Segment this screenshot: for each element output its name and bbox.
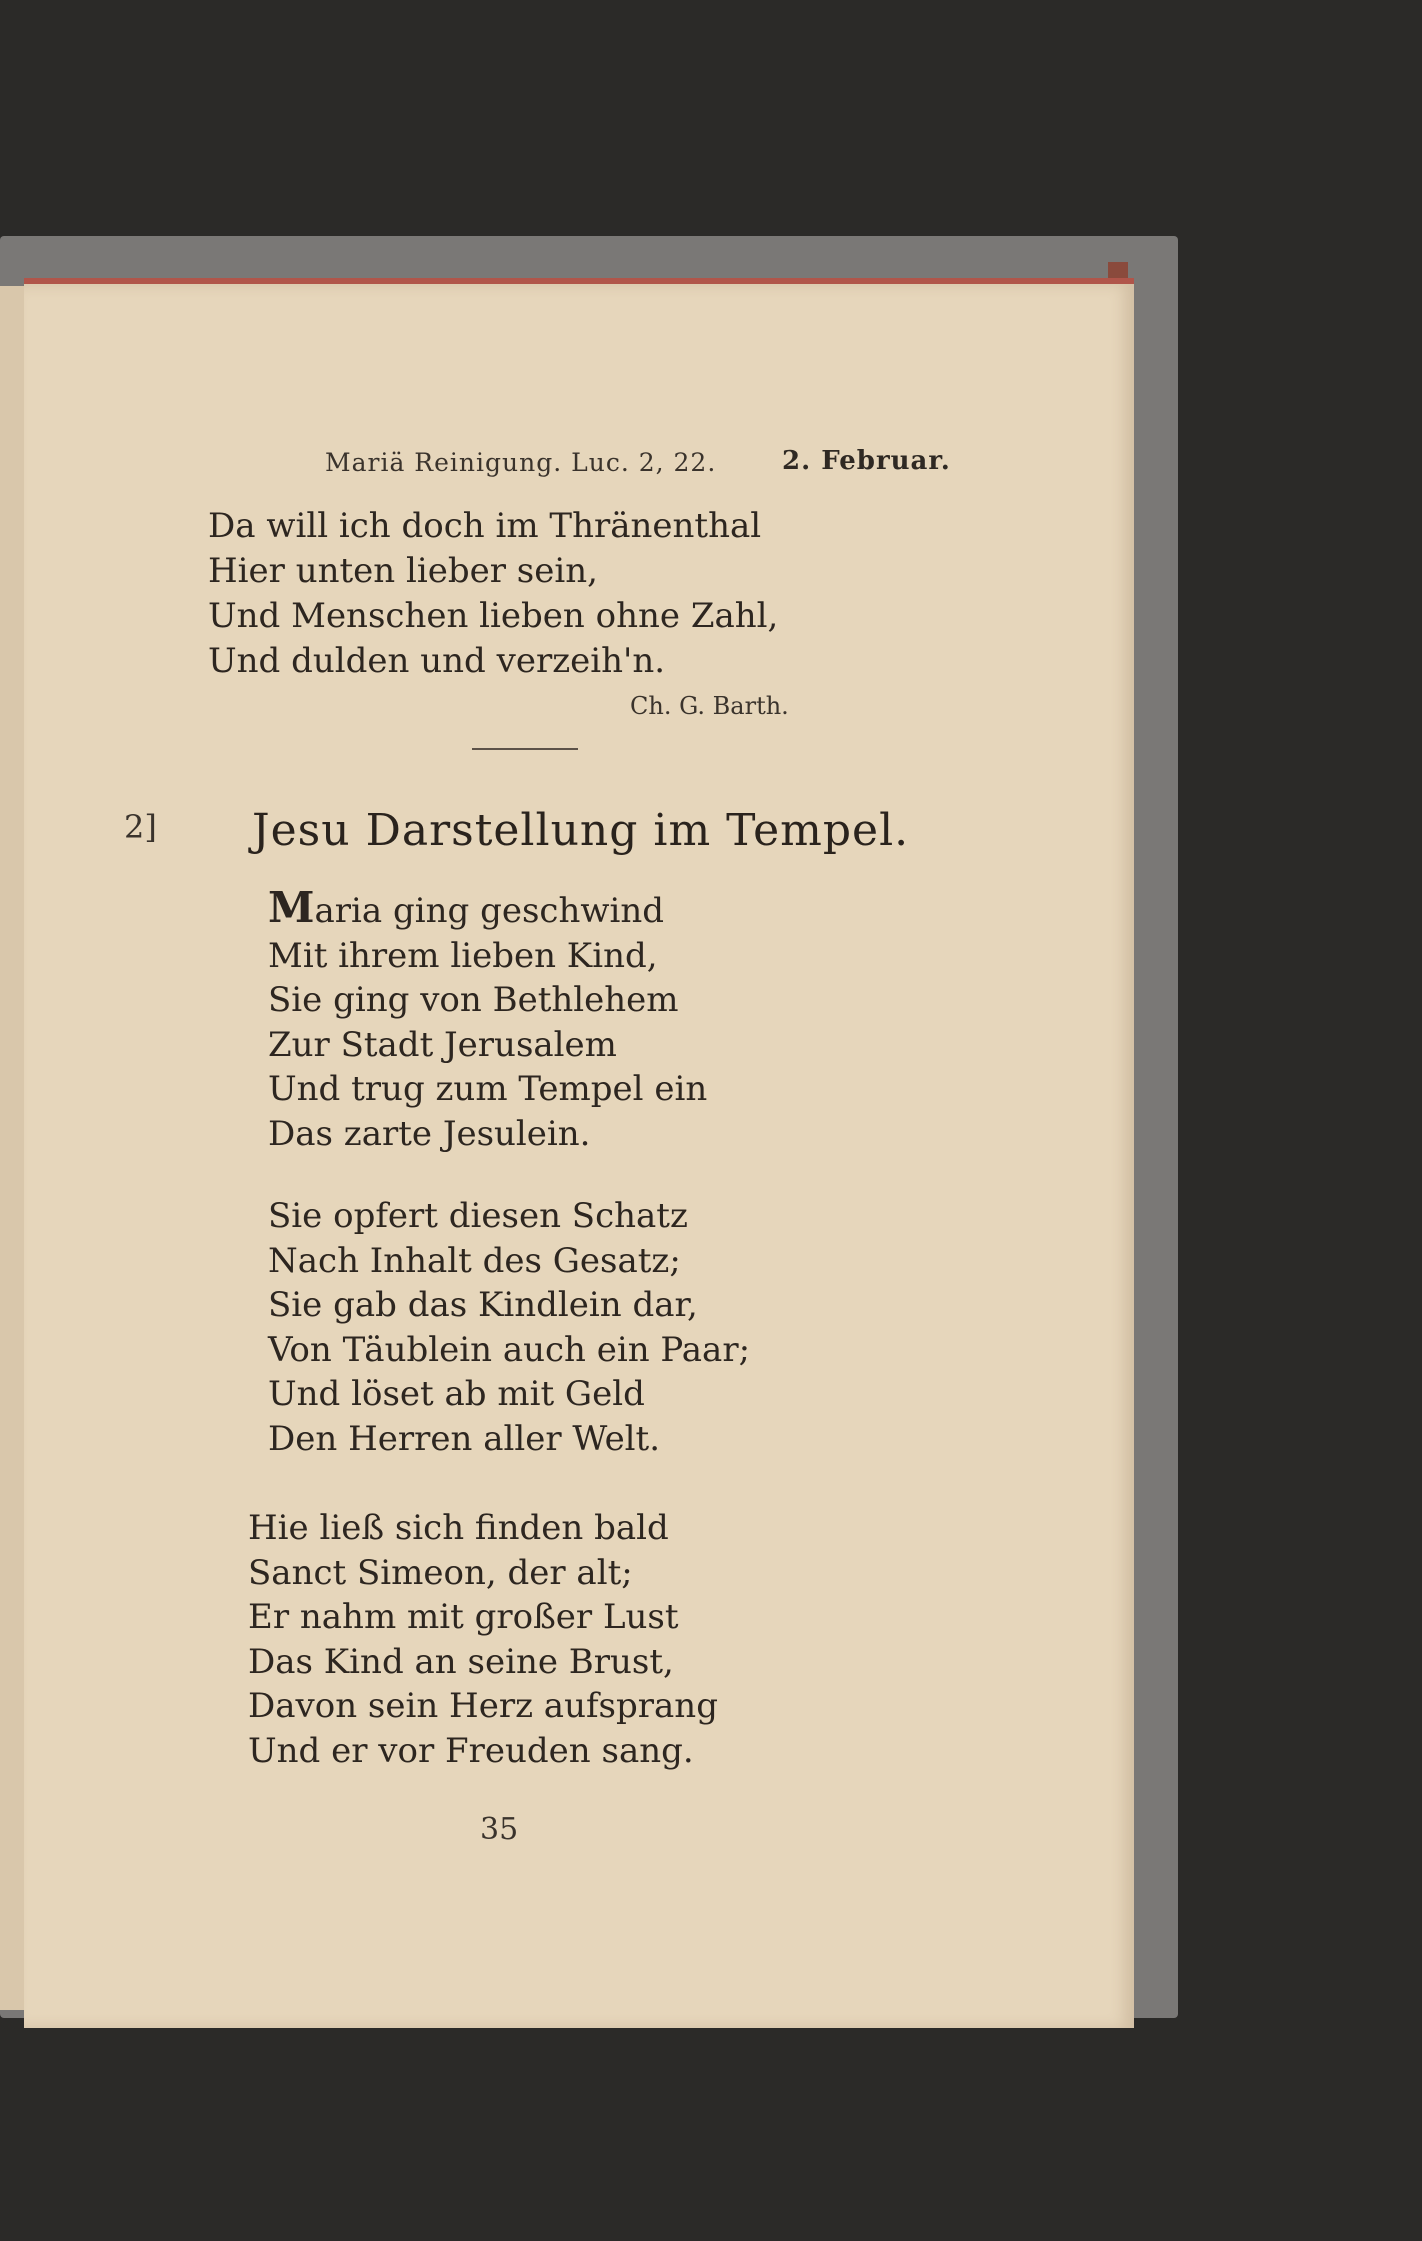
intro-stanza: [208, 504, 778, 684]
hymn-title: Jesu Darstellung im Tempel.: [252, 805, 910, 856]
verse-line: Er nahm mit großer Lust: [248, 1597, 679, 1637]
first-line-text: aria ging geschwind: [314, 891, 664, 931]
verse-line: Sanct Simeon, der alt;: [248, 1552, 633, 1593]
verse-line: Und er vor Freuden sang.: [248, 1730, 694, 1771]
author-attribution: Ch. G. Barth.: [630, 692, 789, 720]
verse-line: Von Täublein auch ein Paar;: [268, 1329, 751, 1370]
verse-line: Und trug zum Tempel ein: [268, 1069, 708, 1109]
verse-line: Sie opfert diesen Schatz: [268, 1196, 688, 1236]
verse-line: Davon sein Herz aufsprang: [248, 1686, 718, 1726]
verse-line: Sie ging von Bethlehem: [268, 980, 679, 1020]
verse-line: Und Menschen lieben ohne Zahl,: [208, 596, 779, 636]
verse-line: Und dulden und verzeih'n.: [208, 641, 666, 681]
verse-line: Hier unten lieber sein,: [208, 551, 598, 591]
section-divider: [472, 748, 578, 750]
verse-line: Das Kind an seine Brust,: [248, 1641, 674, 1682]
stanza-3: [248, 1506, 718, 1773]
verse-line: Hie ließ sich finden bald: [248, 1508, 669, 1548]
verse-line: Nach Inhalt des Gesatz;: [268, 1240, 681, 1281]
hymn-number: 2]: [124, 808, 157, 846]
stanza-1: [268, 883, 708, 1156]
verse-line: Da will ich doch im Thränenthal: [208, 506, 762, 546]
drop-initial: M: [268, 883, 315, 932]
verse-line: Und löset ab mit Geld: [268, 1374, 645, 1414]
running-header: Mariä Reinigung. Luc. 2, 22.: [325, 448, 717, 477]
verse-line: Das zarte Jesulein.: [268, 1113, 591, 1154]
verse-line: Sie gab das Kindlein dar,: [268, 1285, 698, 1325]
verse-line: Den Herren aller Welt.: [268, 1418, 661, 1459]
verse-line-first: [268, 883, 707, 934]
verse-line: Zur Stadt Jerusalem: [268, 1024, 617, 1065]
page-number: 35: [480, 1812, 519, 1847]
verse-line: Mit ihrem lieben Kind,: [268, 935, 658, 976]
stanza-2: [268, 1194, 750, 1461]
header-date: 2. Februar.: [782, 446, 951, 476]
